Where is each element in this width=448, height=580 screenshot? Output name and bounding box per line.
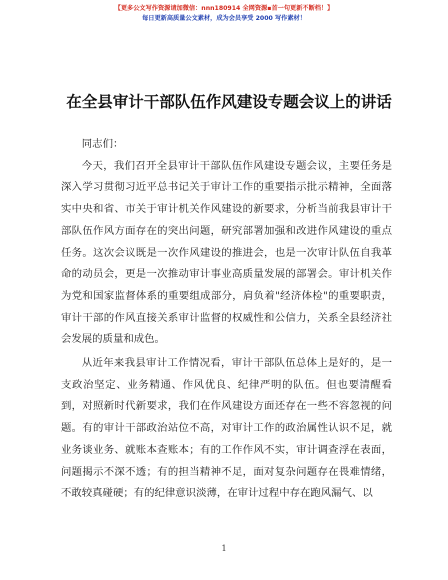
- document-title: 在全县审计干部队伍作风建设专题会议上的讲话: [66, 92, 392, 111]
- promo-banner: [0, 4, 448, 24]
- document-body: [61, 134, 392, 505]
- body-paragraph-1: 今天，我们召开全县审计干部队伍作风建设专题会议，主要任务是深入学习贯彻习近平总书记关于审计工作的重要指示批示精神，全面落实中央和省、市关于审计机关作风建设的新要求，分析当前我县审计干部队伍作风方面存在的突出问题，研究部署加强和改进作风建设的重点任务。这次会议既是一次作风建设的推进会，也是一次审计队伍自我革命的动员会，更是一次推动审计事业高质量发展的部署会。审计机关作为党和国家监督体系的重要组成部分，肩负着"经济体检"的重要职责，审计干部的作风直接关系审计监督的权威性和公信力，关系全县经济社会发展的质量和成色。: [61, 159, 392, 346]
- promo-banner-line-1: 【更多公文写作资源请加微信：nnn180914 全网资源▪首一句更新不断档！】: [114, 5, 334, 12]
- page-number: 1: [221, 544, 227, 553]
- body-paragraph-2: 从近年来我县审计工作情况看，审计干部队伍总体上是好的，是一支政治坚定、业务精通、作风优良、纪律严明的队伍。但也要清醒看到，对照新时代新要求，我们在作风建设方面还存在一些不容忽视的问题。有的审计干部政治站位不高，对审计工作的政治属性认识不足，就业务谈业务、就账本查账本；有的工作作风不实，审计调查浮在表面，问题揭示不深不透；有的担当精神不足，面对复杂问题存在畏难情绪，不敢较真碰硬；有的纪律意识淡薄，在审计过程中存在跑风漏气、以: [61, 357, 392, 500]
- promo-banner-line-2: 每日更新高质量公文素材，成为会员享受 2000 写作素材！: [142, 15, 306, 22]
- salutation: 同志们：: [81, 138, 124, 150]
